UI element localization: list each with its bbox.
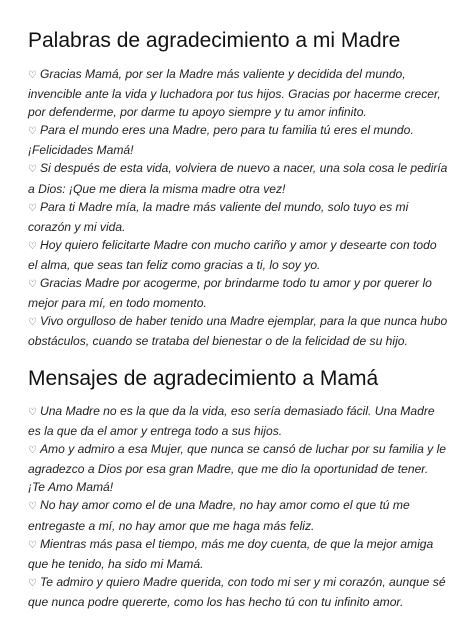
paragraph-text: Gracias Mamá, por ser la Madre más valiente y decidida del mundo, invencible ante la vida y luchadora por tus hijos. Gracias por hacerme crecer, por defenderme, por darme tu apoyo siempre y tu amor infinito. — [28, 67, 441, 120]
heart-outline-icon: ♡ — [28, 577, 37, 589]
paragraph-text: Para el mundo eres una Madre, pero para tu familia tú eres el mundo. ¡Felicidades Mamá! — [28, 123, 414, 158]
heart-outline-icon: ♡ — [28, 317, 37, 329]
paragraph — [28, 312, 448, 350]
paragraph — [28, 236, 448, 274]
section-title-palabras: Palabras de agradecimiento a mi Madre — [28, 29, 401, 52]
paragraph-text: Si después de esta vida, volviera de nuevo a nacer, una sola cosa le pediría a Dios: ¡Que me diera la misma madre otra vez! — [28, 161, 448, 196]
heart-outline-icon: ♡ — [28, 279, 37, 291]
paragraph-text: Vivo orgulloso de haber tenido una Madre ejemplar, para la que nunca hubo obstáculos, cuando se trataba del bienestar o de la felicidad de su hijo. — [28, 314, 448, 349]
heart-outline-icon: ♡ — [28, 501, 37, 513]
paragraph-text: Una Madre no es la que da la vida, eso sería demasiado fácil. Una Madre es la que da el amor y entrega todo a sus hijos. — [28, 404, 435, 439]
section-body-mensajes — [28, 402, 448, 611]
paragraph — [28, 65, 448, 121]
paragraph-text: No hay amor como el de una Madre, no hay amor como el que tú me entregaste a mí, no hay amor que me haga más feliz. — [28, 498, 410, 533]
paragraph-text: Te admiro y quiero Madre querida, con todo mi ser y mi corazón, aunque sé que nunca podre quererte, como los has hecho tú con tu infinito amor. — [28, 574, 446, 609]
section-body-palabras — [28, 65, 448, 350]
paragraph — [28, 573, 448, 611]
paragraph — [28, 440, 448, 496]
heart-outline-icon: ♡ — [28, 70, 37, 81]
paragraph-text: Mientras más pasa el tiempo, más me doy cuenta, de que la mejor amiga que he tenido, ha sido mi Mamá. — [28, 536, 434, 571]
paragraph-text: Para ti Madre mía, la madre más valiente del mundo, solo tuyo es mi corazón y mi vida. — [28, 199, 409, 234]
heart-outline-icon: ♡ — [28, 407, 37, 418]
heart-outline-icon: ♡ — [28, 126, 37, 138]
paragraph — [28, 274, 448, 312]
paragraph — [28, 121, 448, 159]
heart-outline-icon: ♡ — [28, 240, 37, 252]
heart-outline-icon: ♡ — [28, 539, 37, 551]
paragraph — [28, 535, 448, 573]
heart-outline-icon: ♡ — [28, 164, 37, 176]
paragraph — [28, 198, 448, 236]
heart-outline-icon: ♡ — [28, 202, 37, 214]
section-title-mensajes: Mensajes de agradecimiento a Mamá — [28, 367, 379, 390]
paragraph — [28, 402, 448, 440]
paragraph-text: Hoy quiero felicitarte Madre con mucho cariño y amor y desearte con todo el alma, que seas tan feliz como gracias a ti, lo soy yo. — [28, 237, 437, 272]
paragraph-text: Amo y admiro a esa Mujer, que nunca se cansó de luchar por su familia y le agradezco a Dios por esa gran Madre, que me dio la oportunidad de tener. ¡Te Amo Mamá! — [28, 442, 446, 495]
heart-outline-icon: ♡ — [28, 445, 37, 457]
paragraph — [28, 496, 448, 534]
paragraph — [28, 159, 448, 197]
paragraph-text: Gracias Madre por acogerme, por brindarme todo tu amor y por querer lo mejor para mí, en todo momento. — [28, 276, 432, 311]
